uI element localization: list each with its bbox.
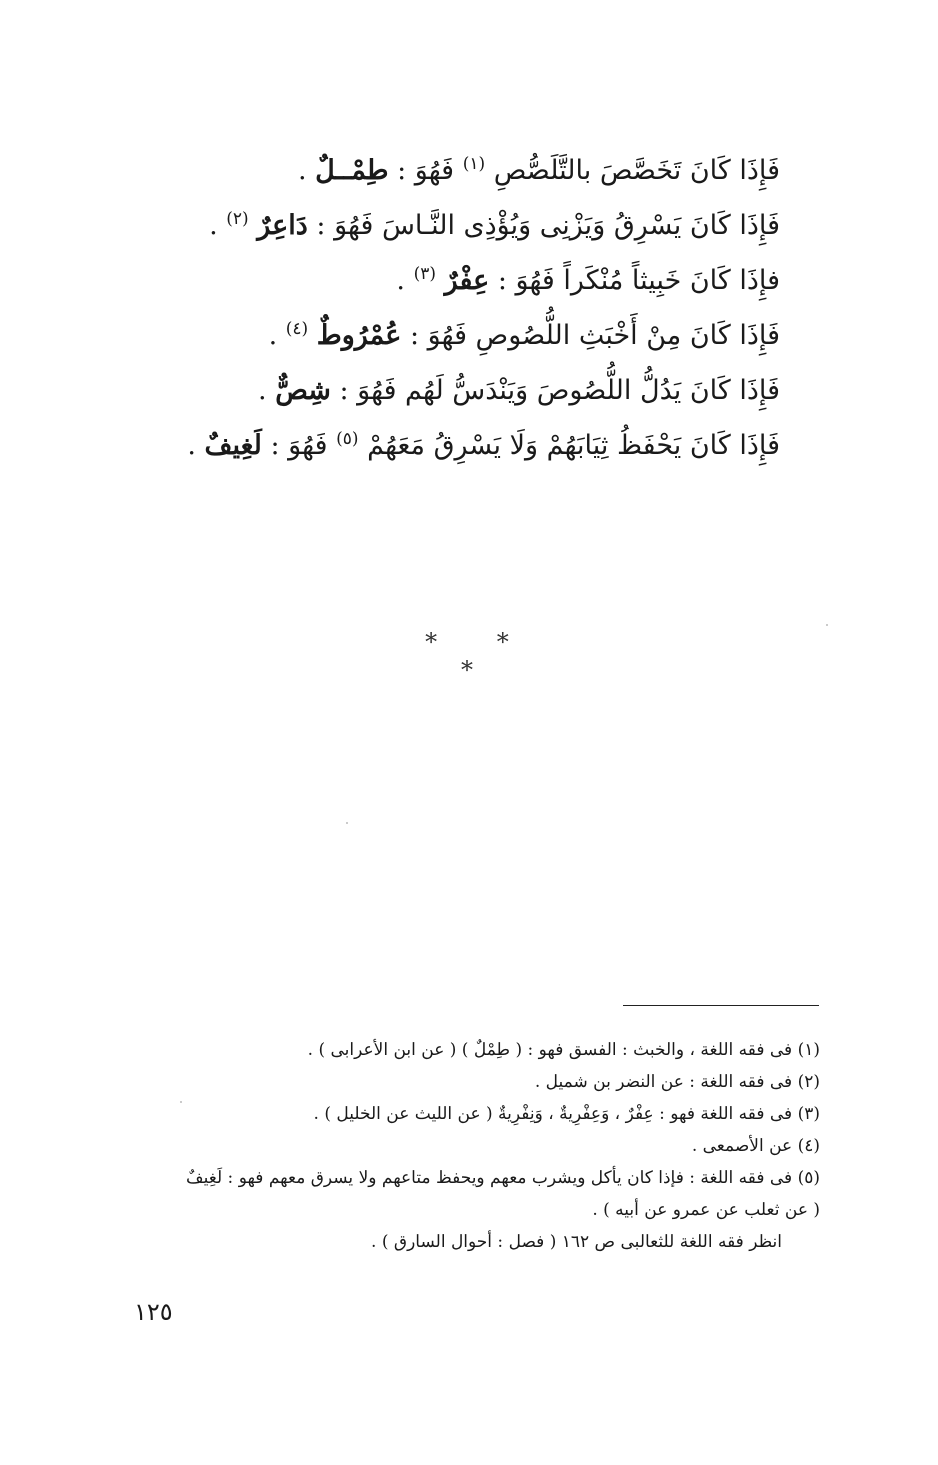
footnote-2: (٢) فى فقه اللغة : عن النضر بن شميل . (534, 1072, 820, 1092)
scan-speck (826, 624, 828, 626)
section-separator: * * * (425, 628, 535, 684)
footnote-5-continuation: ( عن ثعلب عن عمرو عن أبيه ) . (592, 1200, 820, 1220)
period: . (268, 320, 278, 351)
footnote-ref[interactable]: (١) (462, 154, 486, 174)
footnote-4: (٤) عن الأصمعى . (691, 1136, 820, 1156)
verse-line-6 (187, 418, 780, 473)
period: . (209, 210, 218, 241)
footnotes (140, 1034, 820, 1258)
verse-text: فإِذَا كَانَ خَبِيثاً مُنْكَراً فَهُوَ : (497, 265, 780, 296)
footnote-divider (623, 1005, 819, 1006)
verse-tail: فَهُوَ : (270, 430, 328, 461)
verse-text: فَإِذَا كَانَ يَدُلُّ اللُّصُوصَ وَيَنْدَسُّ لَهُم فَهُوَ : (339, 375, 780, 406)
verse-line-5 (200, 363, 780, 418)
keyword: عِفْرٌ (444, 265, 490, 296)
footnote-3: (٣) فى فقه اللغة فهو : عِفْرٌ ، وَعِفْرِيةٌ ، وَنِفْرِيةٌ ( عن الليث عن الخليل ) . (313, 1104, 820, 1124)
verse-text: فَإِذَا كَانَ يَحْفَظُ ثِيَابَهُمْ وَلَا يَسْرِقُ مَعَهُمْ (367, 430, 780, 461)
period: . (297, 155, 307, 186)
period: . (187, 430, 196, 461)
footnote-ref[interactable]: (٢) (226, 209, 249, 229)
keyword: لَغِيفٌ (204, 430, 262, 461)
period: . (258, 375, 267, 406)
footnote-ref[interactable]: (٤) (285, 319, 309, 339)
verse-text: فَإِذَا كَانَ يَسْرِقُ وَيَزْنِى وَيُؤْذِى النَّـاسَ فَهُوَ : (316, 210, 780, 241)
verse-line-2 (200, 198, 780, 253)
footnote-5: (٥) فى فقه اللغة : فإذا كان يأكل ويشرب معهم ويحفظ متاعهم ولا يسرق معهم فهو : لَغِيفٌ (186, 1168, 820, 1188)
keyword: عُمْرُوطٌ (316, 320, 402, 351)
scan-speck (346, 822, 348, 824)
verse-line-3 (200, 253, 780, 308)
source-reference: انظر فقه اللغة للثعالبى ص ١٦٢ ( فصل : أحوال السارق ) . (371, 1232, 782, 1252)
footnote-ref[interactable]: (٥) (336, 429, 359, 449)
keyword: دَاعِرٌ (257, 210, 308, 241)
keyword: طِمْــلٌ (315, 155, 389, 186)
period: . (396, 265, 405, 296)
verse-tail: فَهُوَ : (397, 155, 455, 186)
page-number: ١٢٥ (134, 1298, 173, 1326)
verse-line-1 (200, 143, 780, 198)
footnote-ref[interactable]: (٣) (413, 264, 436, 284)
footnote-1: (١) فى فقه اللغة ، والخبث : الفسق فهو : ( طِمْلٌ ) ( عن ابن الأعرابى ) . (307, 1040, 820, 1060)
verse-text: فَإِذَا كَانَ تَخَصَّصَ بالتَّلَصُّصِ (493, 155, 780, 186)
verse-line-4 (200, 308, 780, 363)
keyword: شِصٌّ (275, 375, 331, 406)
verse-text: فَإِذَا كَانَ مِنْ أَخْبَثِ اللُّصُوصِ فَهُوَ : (410, 320, 780, 351)
scan-speck (180, 1101, 182, 1103)
verse-block (187, 143, 780, 473)
